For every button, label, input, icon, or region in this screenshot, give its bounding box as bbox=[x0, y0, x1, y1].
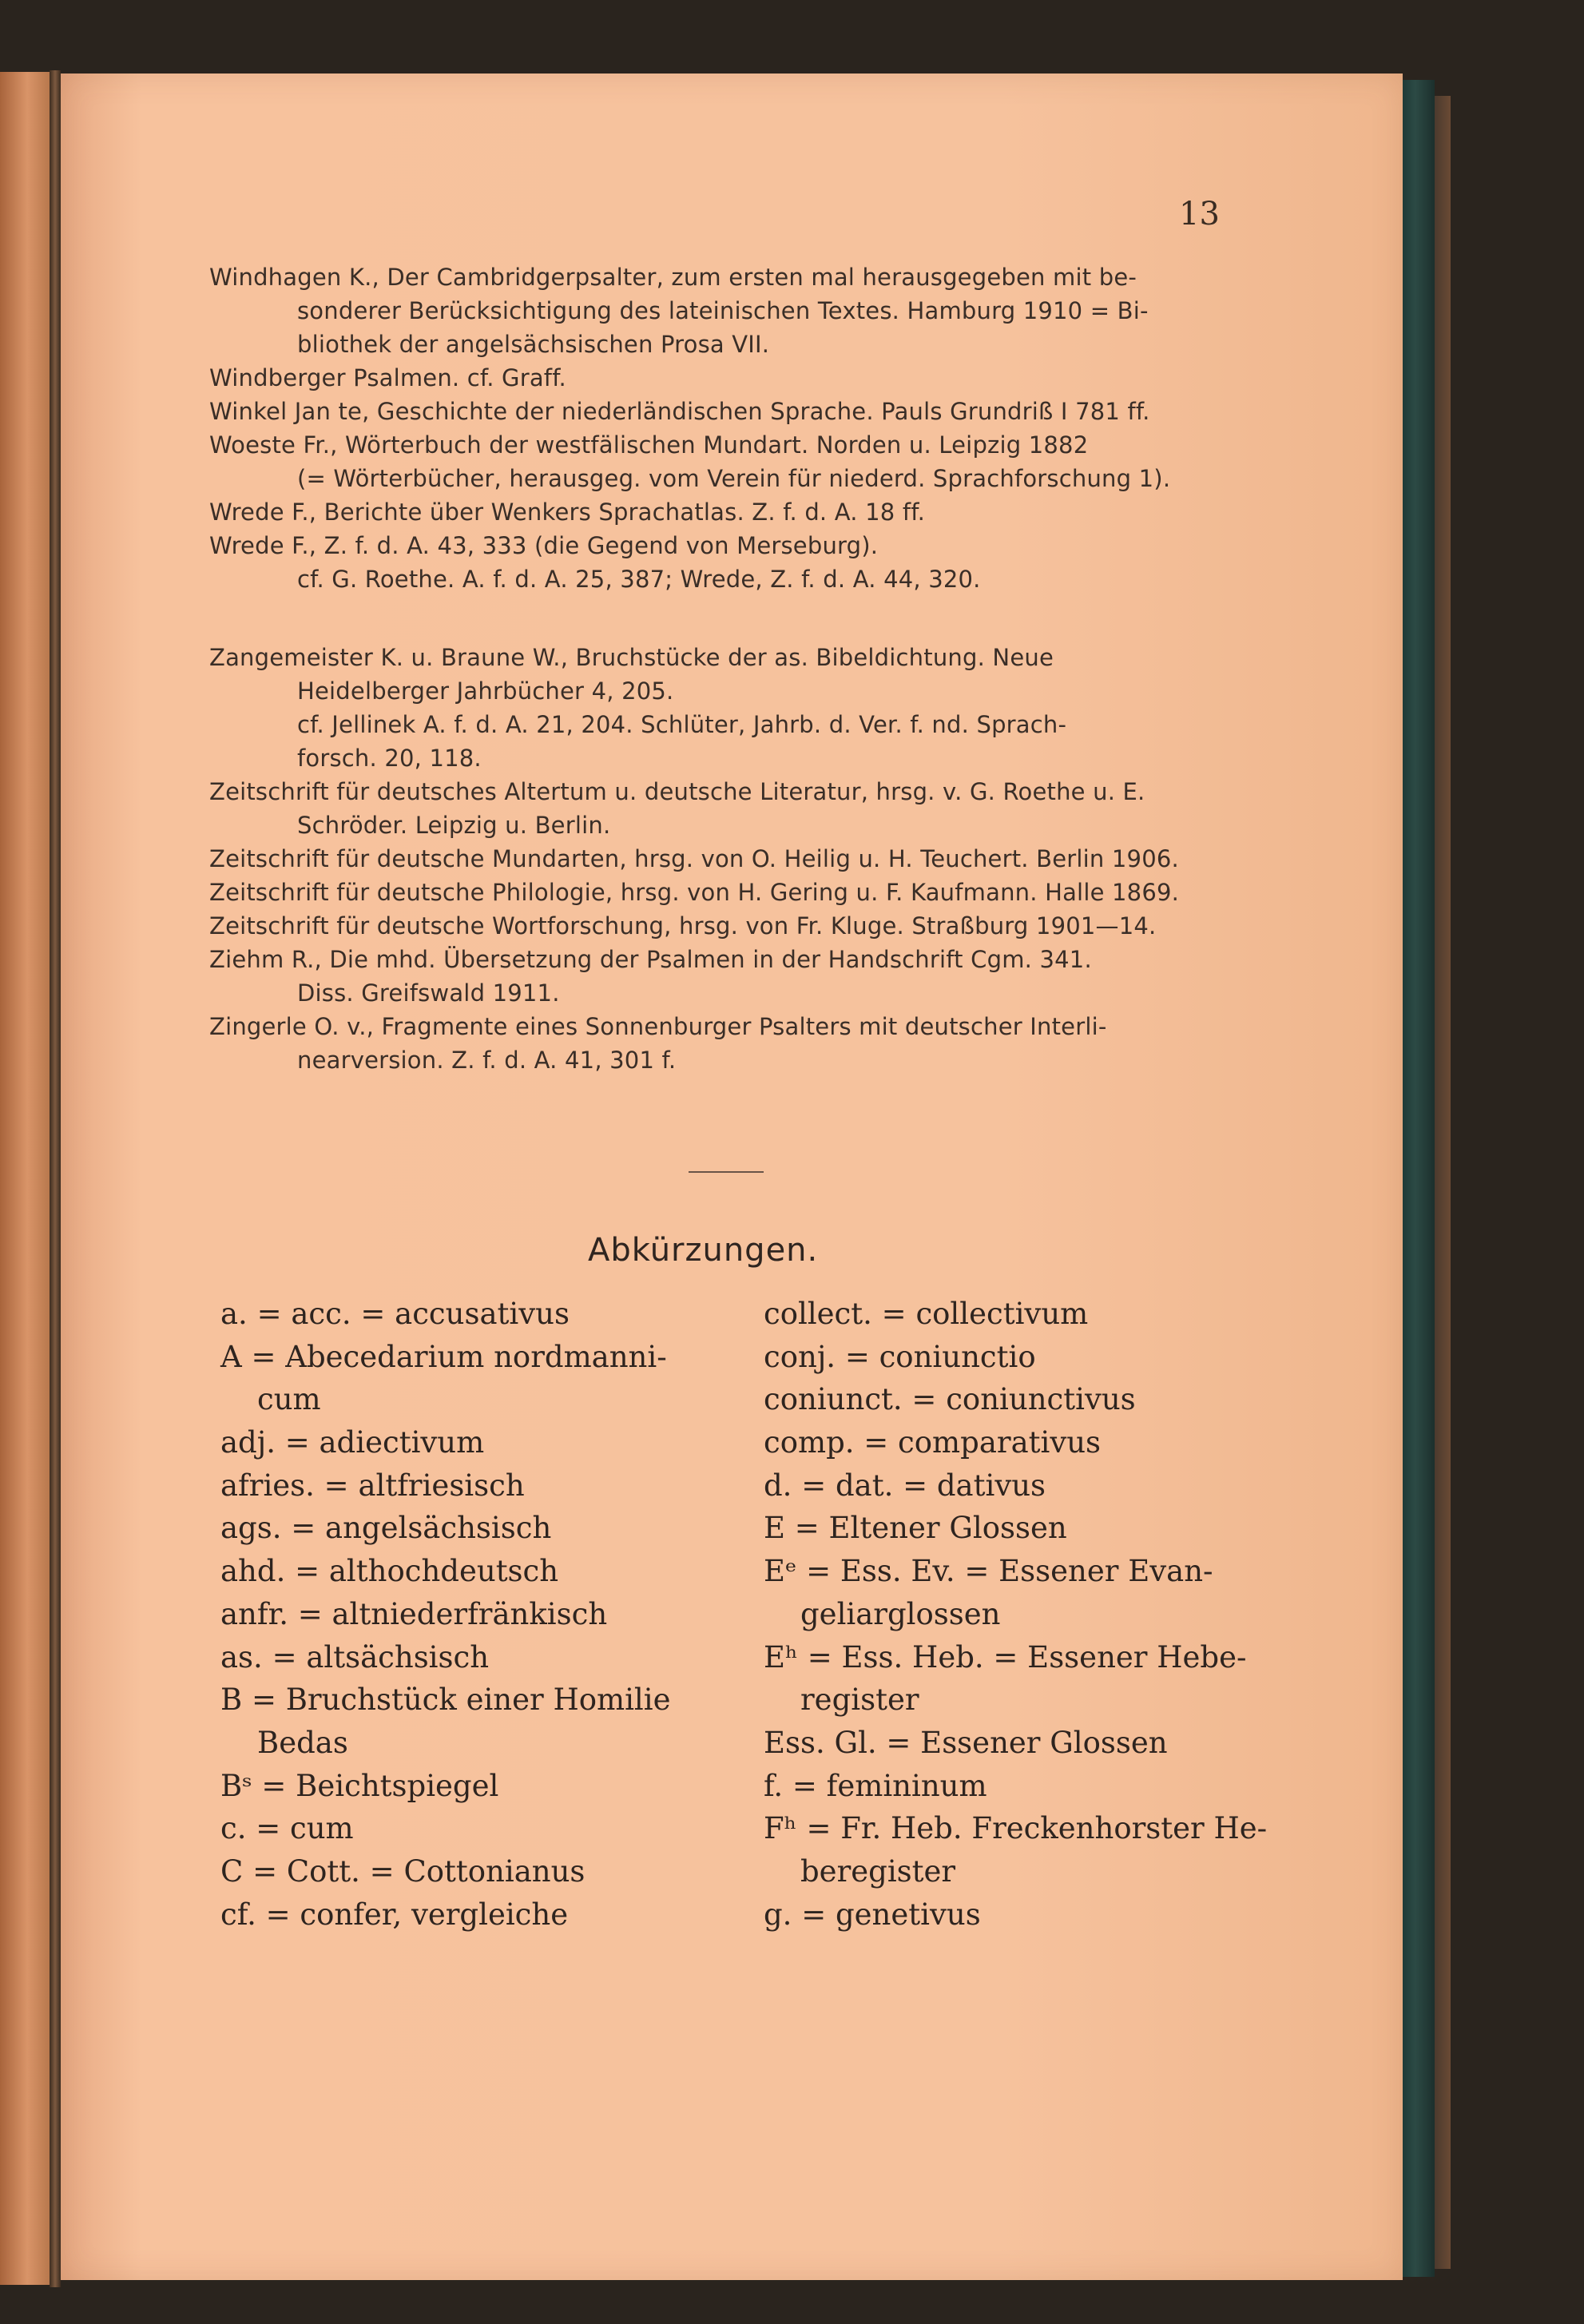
bib-line: (= Wörterbücher, herausgeg. vom Verein für niederd. Sprachforschung 1). bbox=[297, 465, 1171, 492]
section-gap bbox=[209, 596, 1232, 641]
abbreviation-line: comp. = comparativus bbox=[764, 1425, 1102, 1460]
abbreviation-line: coniunct. = coniunctivus bbox=[764, 1382, 1136, 1417]
bib-entry bbox=[209, 428, 1232, 495]
abbreviation-line: afries. = altfriesisch bbox=[220, 1468, 525, 1503]
bib-line: Zeitschrift für deutsche Philologie, hrsg. von H. Gering u. F. Kaufmann. Halle 1869. bbox=[209, 879, 1180, 906]
abbreviation-line: E = Eltener Glossen bbox=[764, 1511, 1067, 1546]
bib-entry bbox=[209, 1010, 1232, 1077]
abbreviation-line: ahd. = althochdeutsch bbox=[220, 1554, 559, 1589]
bib-line: Windhagen K., Der Cambridgerpsalter, zum ersten mal herausgegeben mit be- bbox=[209, 264, 1137, 291]
bib-line: forsch. 20, 118. bbox=[297, 745, 482, 772]
bib-line: Zeitschrift für deutsches Altertum u. deutsche Literatur, hrsg. v. G. Roethe u. E. bbox=[209, 778, 1145, 805]
book-spine bbox=[1403, 80, 1435, 2277]
abbreviation-line: register bbox=[800, 1682, 919, 1718]
divider-rule bbox=[689, 1171, 764, 1173]
bib-line: Zingerle O. v., Fragmente eines Sonnenburger Psalters mit deutscher Interli- bbox=[209, 1013, 1107, 1040]
abbreviations-right-column bbox=[764, 1293, 1268, 1936]
bib-line: Zeitschrift für deutsche Mundarten, hrsg. von O. Heilig u. H. Teuchert. Berlin 1906. bbox=[209, 845, 1179, 872]
page-number: 13 bbox=[1179, 196, 1220, 232]
abbreviation-line: A = Abecedarium nordmanni- bbox=[220, 1339, 667, 1374]
abbreviation-line: B = Bruchstück einer Homilie bbox=[220, 1682, 671, 1718]
abbreviation-line: adj. = adiectivum bbox=[220, 1425, 485, 1460]
bib-line: nearversion. Z. f. d. A. 41, 301 f. bbox=[297, 1047, 677, 1074]
abbreviation-line: ags. = angelsächsisch bbox=[220, 1511, 552, 1546]
abbreviation-line: conj. = coniunctio bbox=[764, 1339, 1036, 1374]
bib-line: Heidelberger Jahrbücher 4, 205. bbox=[297, 677, 674, 705]
bib-entry bbox=[209, 842, 1232, 876]
abbreviation-line: Eᵉ = Ess. Ev. = Essener Evan- bbox=[764, 1554, 1213, 1589]
abbreviation-line: g. = genetivus bbox=[764, 1897, 981, 1932]
bib-line: Wrede F., Berichte über Wenkers Sprachatlas. Z. f. d. A. 18 ff. bbox=[209, 499, 925, 526]
abbreviation-line: collect. = collectivum bbox=[764, 1297, 1089, 1331]
bib-line: Winkel Jan te, Geschichte der niederländischen Sprache. Pauls Grundriß I 781 ff. bbox=[209, 398, 1150, 425]
bib-line: Woeste Fr., Wörterbuch der westfälischen Mundart. Norden u. Leipzig 1882 bbox=[209, 431, 1089, 459]
facing-page-edge bbox=[0, 72, 50, 2285]
abbreviation-line: Bedas bbox=[257, 1725, 348, 1760]
abbreviation-line: as. = altsächsisch bbox=[220, 1639, 490, 1674]
bib-entry bbox=[209, 775, 1232, 842]
abbreviation-line: Eʰ = Ess. Heb. = Essener Hebe- bbox=[764, 1639, 1247, 1674]
bib-line: Diss. Greifswald 1911. bbox=[297, 979, 560, 1007]
abbreviation-line: a. = acc. = accusativus bbox=[220, 1297, 570, 1331]
abbreviation-line: beregister bbox=[800, 1853, 956, 1889]
bib-entry bbox=[209, 876, 1232, 909]
bib-line: Windberger Psalmen. cf. Graff. bbox=[209, 364, 566, 391]
abbreviation-line: c. = cum bbox=[220, 1811, 354, 1846]
bib-line: cf. G. Roethe. A. f. d. A. 25, 387; Wrede, Z. f. d. A. 44, 320. bbox=[297, 566, 981, 593]
abbreviation-line: geliarglossen bbox=[800, 1596, 1001, 1631]
abbreviation-line: Ess. Gl. = Essener Glossen bbox=[764, 1725, 1168, 1760]
bib-line: cf. Jellinek A. f. d. A. 21, 204. Schlüter, Jahrb. d. Ver. f. nd. Sprach- bbox=[297, 711, 1067, 738]
abbreviation-line: Fʰ = Fr. Heb. Freckenhorster He- bbox=[764, 1811, 1268, 1846]
bib-entry bbox=[209, 909, 1232, 943]
abbreviation-line: anfr. = altniederfränkisch bbox=[220, 1596, 608, 1631]
bib-line: bliothek der angelsächsischen Prosa VII. bbox=[297, 331, 770, 358]
bib-line: Ziehm R., Die mhd. Übersetzung der Psalmen in der Handschrift Cgm. 341. bbox=[209, 946, 1092, 973]
bib-entry bbox=[209, 641, 1232, 775]
bib-entry bbox=[209, 361, 1232, 395]
bib-line: sonderer Berücksichtigung des lateinischen Textes. Hamburg 1910 = Bi- bbox=[297, 297, 1149, 324]
bib-line: Schröder. Leipzig u. Berlin. bbox=[297, 812, 611, 839]
bib-entry bbox=[209, 260, 1232, 361]
abbreviation-line: Bˢ = Beichtspiegel bbox=[220, 1768, 499, 1803]
bib-line: Wrede F., Z. f. d. A. 43, 333 (die Gegend von Merseburg). bbox=[209, 532, 879, 559]
book-gutter bbox=[50, 70, 61, 2287]
abbreviation-line: d. = dat. = dativus bbox=[764, 1468, 1046, 1503]
abbreviation-line: cum bbox=[257, 1382, 321, 1417]
bib-line: Zangemeister K. u. Braune W., Bruchstücke der as. Bibeldichtung. Neue bbox=[209, 644, 1054, 671]
bib-entry bbox=[209, 943, 1232, 1010]
section-heading: Abkürzungen. bbox=[588, 1232, 819, 1269]
abbreviation-line: f. = femininum bbox=[764, 1768, 987, 1803]
bib-entry bbox=[209, 495, 1232, 529]
abbreviations-left-column bbox=[220, 1293, 708, 1936]
bib-line: Zeitschrift für deutsche Wortforschung, hrsg. von Fr. Kluge. Straßburg 1901—14. bbox=[209, 912, 1157, 940]
bib-entry bbox=[209, 529, 1232, 596]
abbreviation-line: C = Cott. = Cottonianus bbox=[220, 1853, 586, 1889]
bibliography-list bbox=[209, 260, 1232, 1077]
abbreviation-line: cf. = confer, vergleiche bbox=[220, 1897, 569, 1932]
cover-edge bbox=[1435, 96, 1451, 2269]
bib-entry bbox=[209, 395, 1232, 428]
